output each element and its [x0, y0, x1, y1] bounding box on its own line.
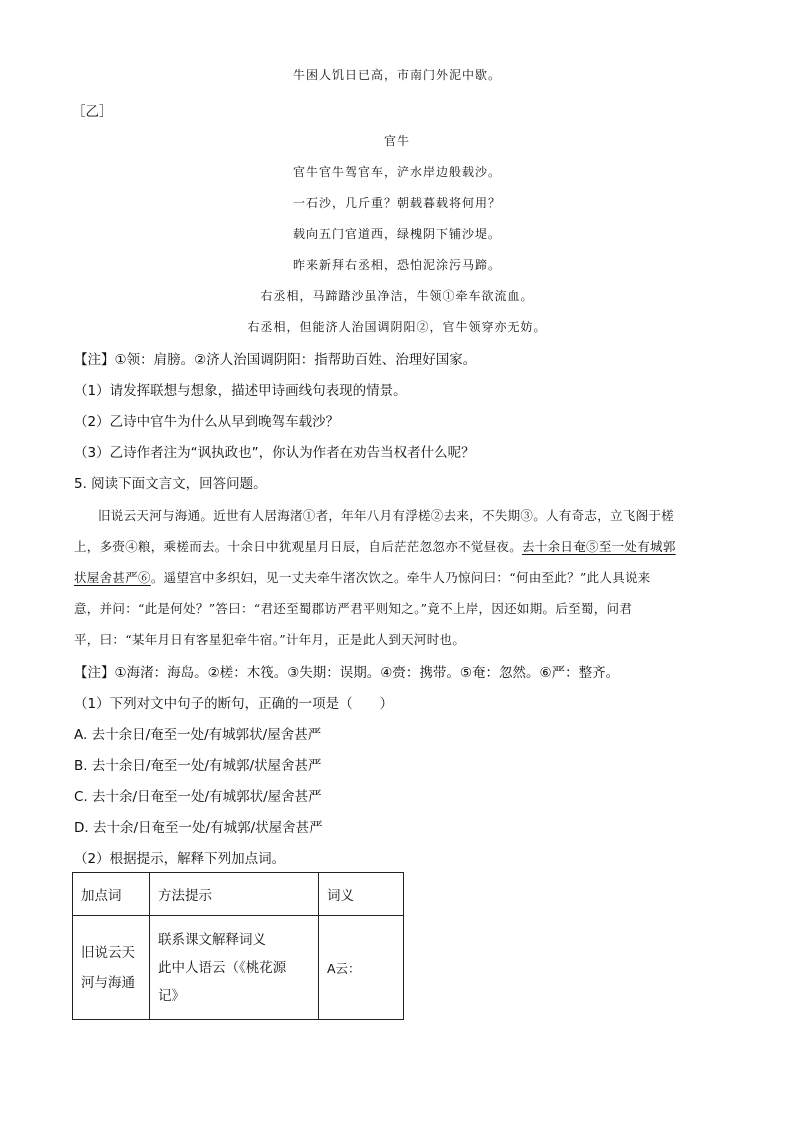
- table-header-cell: 加点词: [73, 873, 150, 916]
- table-row: [73, 916, 404, 1020]
- poem-yi-line: 右丞相，马蹄踏沙虽净洁，牛领①牵车欲流血。: [260, 289, 534, 303]
- option-c: C. 去十余/日奄至一处/有城郭状/屋舍甚严: [74, 789, 322, 805]
- option-d: D. 去十余/日奄至一处/有城郭/状屋舍甚严: [74, 820, 323, 836]
- cell-text: 河与海通: [81, 974, 135, 991]
- passage-line: 旧说云天河与海通。近世有人居海渚①者，年年八月有浮槎②去来，不失期③。人有奇志，立飞阁于槎: [98, 508, 675, 523]
- passage-line: 平，曰：“某年月日有客星犯牵牛宿。”计年月，正是此人到天河时也。: [74, 632, 466, 647]
- poem-yi-title: 官牛: [383, 134, 410, 148]
- word-meaning-table: [72, 872, 404, 1020]
- table-header-cell: 词义: [319, 873, 404, 916]
- underlined-sentence: 状屋舍甚严⑥: [74, 570, 151, 585]
- cell-text: 此中人语云（《桃花源: [158, 959, 287, 976]
- passage-line: [74, 568, 651, 586]
- option-a: A. 去十余日/奄至一处/有城郭状/屋舍甚严: [74, 727, 322, 743]
- section-label-yi: ［乙］: [72, 104, 113, 120]
- question-5-2: （2）根据提示，解释下列加点词。: [74, 851, 286, 867]
- table-cell-word: [73, 916, 150, 1020]
- poem-yi-line: 右丞相，但能济人治国调阴阳②，官牛领穿亦无妨。: [247, 320, 547, 334]
- table-header-row: [73, 873, 404, 916]
- poem-yi-line: 官牛官牛驾官车，浐水岸边般载沙。: [292, 165, 501, 179]
- poem-jia-last-line: 牛困人饥日已高，市南门外泥中歇。: [292, 68, 501, 82]
- option-b: B. 去十余日/奄至一处/有城郭/状屋舍甚严: [74, 758, 322, 774]
- underlined-sentence: 去十余日奄⑤至一处有城郭: [522, 539, 676, 554]
- passage-text: 上，多赍④粮，乘槎而去。十余日中犹观星月日辰，自后茫茫忽忽亦不觉昼夜。: [74, 539, 523, 554]
- question-4-3: （3）乙诗作者注为“讽执政也”，你认为作者在劝告当权者什么呢？: [74, 445, 475, 461]
- cell-text: 记》: [158, 987, 185, 1004]
- question-4-2: （2）乙诗中官牛为什么从早到晚驾车载沙？: [74, 414, 340, 430]
- poem-yi-line: 载向五门官道西，绿槐阴下铺沙堤。: [292, 227, 501, 241]
- poem-note: 【注】①领：肩膀。②济人治国调阴阳：指帮助百姓、治理好国家。: [74, 352, 477, 368]
- cell-text: 联系课文解释词义: [158, 931, 266, 948]
- passage-note: 【注】①海渚：海岛。②槎：木筏。③失期：误期。④赍：携带。⑤奄：忽然。⑥严：整齐。: [74, 665, 620, 681]
- passage-line: 意，并问：“此是何处？”答曰：“君还至蜀郡访严君平则知之。”竟不上岸，因还如期。后至蜀，问君: [74, 601, 633, 616]
- table-header-cell: 方法提示: [150, 873, 319, 916]
- table-cell-hint: [150, 916, 319, 1020]
- question-4-1: （1）请发挥联想与想象，描述甲诗画线句表现的情景。: [74, 383, 407, 399]
- question-5-title: 5. 阅读下面文言文，回答问题。: [74, 476, 267, 492]
- poem-yi-line: 昨来新拜右丞相，恐怕泥涂污马蹄。: [292, 258, 501, 272]
- question-5-1: （1）下列对文中句子的断句，正确的一项是（ ）: [74, 696, 394, 712]
- cell-text: 旧说云天: [81, 944, 135, 961]
- table-cell-meaning[interactable]: A云：: [319, 916, 404, 1020]
- poem-yi-line: 一石沙，几斤重？朝载暮载将何用？: [292, 196, 501, 210]
- passage-line: [74, 537, 676, 555]
- passage-text: 。遥望宫中多织妇，见一丈夫牵牛渚次饮之。牵牛人乃惊问曰：“何由至此？”此人具说来: [150, 570, 651, 585]
